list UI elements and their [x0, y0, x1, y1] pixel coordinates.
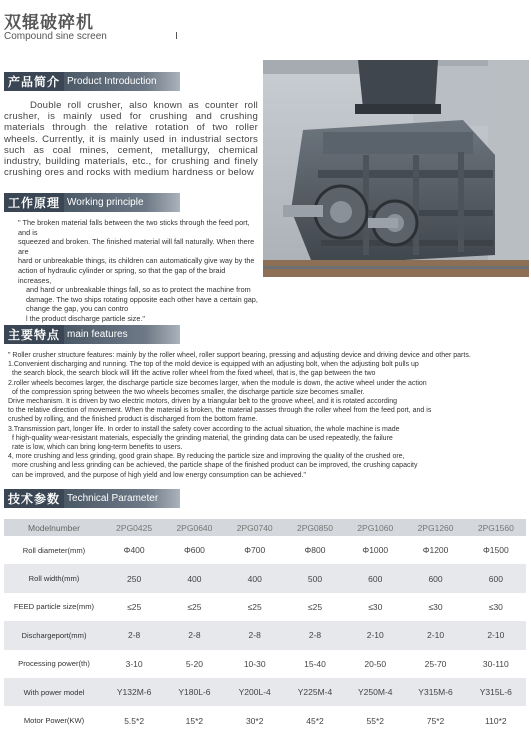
page-subtitle: Compound sine screen: [4, 31, 107, 42]
table-cell: 15*2: [164, 706, 224, 734]
table-cell: Y225M-4: [285, 678, 345, 706]
table-cell: Φ400: [104, 536, 164, 564]
section-title-cn: 技术参数: [4, 489, 64, 508]
table-cell: 2-8: [164, 621, 224, 649]
table-row: [4, 706, 526, 734]
table-header-row: [4, 519, 526, 536]
table-cell: 5-20: [164, 650, 224, 678]
table-cell: Y315L-6: [466, 678, 526, 706]
working-principle-text: [4, 218, 258, 324]
table-cell: ≤25: [225, 593, 285, 621]
feature-line: 3.Transmission part, longer life. In order to install the safety cover according to the actual situation, the whole machine is made: [8, 425, 400, 433]
section-title-cn: 工作原理: [4, 193, 64, 212]
table-cell: 600: [405, 564, 465, 592]
work-line: hard or unbreakable things, its children can automatically give way by the: [18, 256, 255, 266]
table-row: [4, 564, 526, 592]
table-cell: 2-10: [345, 621, 405, 649]
table-cell: 15-40: [285, 650, 345, 678]
product-photo: [263, 60, 529, 277]
section-title-cn: 产品简介: [4, 72, 64, 91]
table-cell: Φ1500: [466, 536, 526, 564]
table-cell: 250: [104, 564, 164, 592]
table-cell: Y250M-4: [345, 678, 405, 706]
section-title-cn: 主要特点: [4, 325, 64, 344]
table-cell: Y132M-6: [104, 678, 164, 706]
table-cell: 2-8: [225, 621, 285, 649]
table-cell: 2-8: [285, 621, 345, 649]
table-cell: ≤25: [285, 593, 345, 621]
row-label: FEED particle size(mm): [4, 593, 104, 621]
table-cell: 2-10: [466, 621, 526, 649]
table-cell: Y200L-4: [225, 678, 285, 706]
table-cell: Y315M-6: [405, 678, 465, 706]
feature-line: the search block, the search block will lift the active roller wheel from the fixed wheel, that is, the gap between the two: [12, 370, 376, 378]
table-cell: ≤25: [164, 593, 224, 621]
section-header-intro: [4, 72, 180, 91]
table-cell: 75*2: [405, 706, 465, 734]
section-title-en: Product Introduction: [64, 72, 180, 91]
table-cell: ≤30: [405, 593, 465, 621]
page-title: 双辊破碎机: [4, 13, 94, 32]
row-label: With power model: [4, 678, 104, 706]
feature-line: 1.Convenient discharging and running. The top of the mold device is equipped with an adjusting bolt, when the adjusting bolt pulls up: [8, 361, 419, 369]
table-cell: Φ700: [225, 536, 285, 564]
table-header-cell: 2PG0640: [164, 519, 224, 536]
work-line: l the product discharge particle size.": [26, 313, 145, 323]
tech-parameter-table: [4, 519, 526, 735]
table-cell: ≤30: [345, 593, 405, 621]
table-header-cell: 2PG1260: [405, 519, 465, 536]
table-header-cell: 2PG1560: [466, 519, 526, 536]
feature-line: 4, more crushing and less grinding, good grain shape. By reducing the particle size and improving the quality of the crushed ore,: [8, 453, 405, 461]
table-cell: ≤25: [104, 593, 164, 621]
feature-line: more crushing and less grinding can be achieved, the particle shape of the finished product can be improved, the crushing capacity: [12, 462, 418, 470]
work-line: " The broken material falls between the two sticks through the feed port, and is: [18, 218, 250, 237]
feature-line: " Roller crusher structure features: mainly by the roller wheel, roller support bearing, pressing and adjusting device and driving device and other parts.: [8, 352, 471, 359]
table-header-cell: 2PG0740: [225, 519, 285, 536]
table-cell: 2-10: [405, 621, 465, 649]
table-cell: 45*2: [285, 706, 345, 734]
table-row: [4, 593, 526, 621]
table-cell: 400: [164, 564, 224, 592]
section-header-work: [4, 193, 180, 212]
main-features-text: [8, 351, 526, 480]
table-header-cell: 2PG1060: [345, 519, 405, 536]
table-cell: 25-70: [405, 650, 465, 678]
table-cell: 55*2: [345, 706, 405, 734]
table-row: [4, 650, 526, 678]
table-header-cell: 2PG0425: [104, 519, 164, 536]
table-row: [4, 678, 526, 706]
table-cell: Φ1200: [405, 536, 465, 564]
table-cell: 500: [285, 564, 345, 592]
table-cell: Φ1000: [345, 536, 405, 564]
section-title-en: Working principle: [64, 193, 180, 212]
work-line: squeezed and broken. The finished material will fall naturally. When there are: [18, 237, 255, 256]
feature-line: Drive mechanism. It is driven by two electric motors, driven by a triangular belt to the groove wheel, and it is rotated according: [8, 398, 398, 406]
feature-line: of the compression spring between the two wheels becomes smaller, the discharge particle size becomes smaller.: [12, 388, 365, 396]
table-cell: 2-8: [104, 621, 164, 649]
table-cell: 400: [225, 564, 285, 592]
row-label: Roll width(mm): [4, 564, 104, 592]
row-label: Dischargeport(mm): [4, 621, 104, 649]
table-cell: 10-30: [225, 650, 285, 678]
table-header-cell: 2PG0850: [285, 519, 345, 536]
intro-text: Double roll crusher, also known as counter roll crusher, is mainly used for crushing and crushing materials through the relative rotation of two roller wheels. Currently, it is mainly used in industrial sectors such as coal mines, cement, metallurgy, chemical industry, building materials, etc., for crushing and finely crushing ores and rocks with medium hardness or below: [4, 100, 258, 179]
work-line: action of hydraulic cylinder or spring, so that the gap of the braid increases,: [18, 265, 226, 285]
table-cell: 110*2: [466, 706, 526, 734]
divider-tick: [176, 32, 177, 39]
table-cell: ≤30: [466, 593, 526, 621]
row-label: Processing power(th): [4, 650, 104, 678]
table-cell: 30-110: [466, 650, 526, 678]
table-cell: 3-10: [104, 650, 164, 678]
row-label: Motor Power(KW): [4, 706, 104, 734]
table-row: [4, 536, 526, 564]
section-title-en: main features: [64, 325, 180, 344]
table-cell: Φ600: [164, 536, 224, 564]
feature-line: can be improved, and the purpose of high yield and low energy consumption can be achieved.": [12, 471, 306, 479]
table-cell: 20-50: [345, 650, 405, 678]
table-row: [4, 621, 526, 649]
feature-line: 2.roller wheels becomes larger, the discharge particle size becomes larger, when the module is down, the active wheel under the action: [8, 379, 427, 387]
feature-line: crushed by rolling, and the finished product is discharged from the bottom frame.: [8, 416, 258, 424]
table-cell: 30*2: [225, 706, 285, 734]
section-title-en: Technical Parameter: [64, 489, 180, 508]
section-header-features: [4, 325, 180, 344]
table-header-cell: Modelnumber: [4, 519, 104, 536]
feature-line: rate is low, which can bring long-term benefits to users.: [12, 444, 183, 452]
feature-line: f high-quality wear-resistant materials, especially the grinding material, the grinding data can be used repeatedly, the failure: [12, 434, 393, 442]
row-label: Roll diameter(mm): [4, 536, 104, 564]
table-cell: 600: [466, 564, 526, 592]
table-cell: Y180L-6: [164, 678, 224, 706]
table-cell: Φ800: [285, 536, 345, 564]
work-line: and hard or unbreakable things fall, so as to protect the machine from damage. The two ships rotating opposite each other have a certain gap, change the gap, you can contro: [26, 285, 258, 314]
section-header-tech: [4, 489, 180, 508]
feature-line: to the relative direction of movement. When the material is broken, the material passes through the roller wheel from the feed port, and is: [8, 407, 432, 415]
intro-paragraph: [4, 100, 258, 178]
table-cell: 600: [345, 564, 405, 592]
table-cell: 5.5*2: [104, 706, 164, 734]
